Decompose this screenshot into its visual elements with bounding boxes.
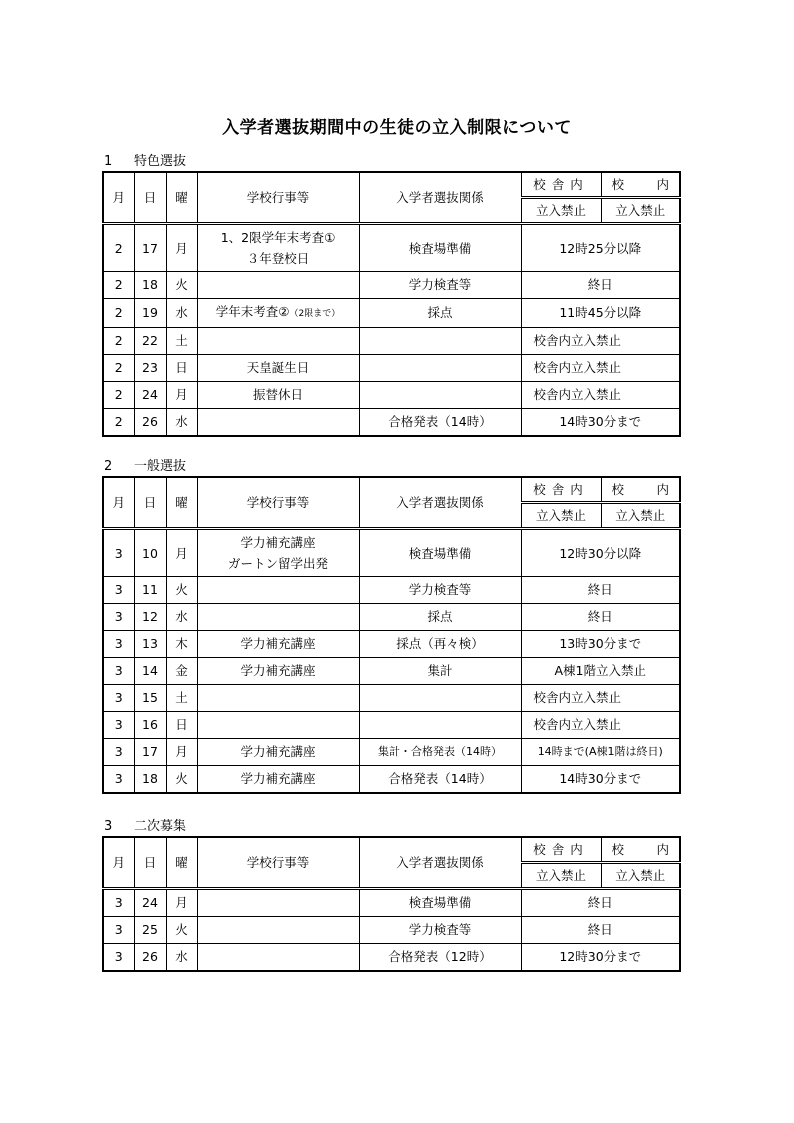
table-header-row [103,477,680,503]
cell-month: 2 [103,224,134,272]
cell-school-events: 学力補充講座 ガートン留学出発 [197,529,359,577]
cell-restriction: 13時30分まで [521,631,680,658]
cell-school-events [197,889,359,917]
section-heading-1 [104,150,186,169]
header-day: 日 [134,172,166,224]
cell-school-events [197,685,359,712]
cell-exam [359,355,521,382]
header-school-events: 学校行事等 [197,172,359,224]
cell-school-events [197,944,359,972]
cell-month: 2 [103,272,134,299]
table-row [103,766,680,794]
cell-restriction: 12時30分以降 [521,529,680,577]
cell-school-events [197,328,359,355]
cell-day: 25 [134,917,166,944]
header-exam: 入学者選抜関係 [359,837,521,889]
cell-month: 2 [103,328,134,355]
table-row [103,658,680,685]
cell-school-events [197,604,359,631]
cell-exam: 集計・合格発表（14時） [359,739,521,766]
header-building-b-top: 校 内 [601,172,680,198]
cell-weekday: 火 [166,766,197,794]
cell-day: 26 [134,409,166,437]
table-row [103,944,680,972]
header-school-events: 学校行事等 [197,837,359,889]
cell-weekday: 土 [166,328,197,355]
cell-restriction: 終日 [521,577,680,604]
cell-exam: 学力検査等 [359,272,521,299]
cell-day: 14 [134,658,166,685]
cell-month: 3 [103,917,134,944]
cell-month: 3 [103,739,134,766]
header-building-a-bottom: 立入禁止 [521,863,601,889]
cell-school-events: 学力補充講座 [197,658,359,685]
cell-weekday: 月 [166,889,197,917]
table-row [103,224,680,272]
cell-day: 18 [134,272,166,299]
cell-month: 3 [103,889,134,917]
table-row [103,685,680,712]
school-event-note: （2限まで） [289,309,341,319]
cell-exam: 学力検査等 [359,917,521,944]
cell-day: 12 [134,604,166,631]
table-row [103,299,680,328]
page-title: 入学者選抜期間中の生徒の立入制限について [222,118,572,138]
header-building-b-bottom: 立入禁止 [601,863,680,889]
table-row [103,889,680,917]
cell-exam: 検査場準備 [359,889,521,917]
cell-day: 15 [134,685,166,712]
cell-weekday: 火 [166,272,197,299]
cell-exam: 合格発表（14時） [359,766,521,794]
table-row [103,382,680,409]
cell-weekday: 水 [166,604,197,631]
section-number: 1 [104,154,113,169]
cell-restriction: 14時30分まで [521,766,680,794]
section-name: 特色選抜 [134,154,187,169]
table-row [103,409,680,437]
cell-restriction: 終日 [521,272,680,299]
cell-exam: 合格発表（14時） [359,409,521,437]
cell-school-events: 学力補充講座 [197,739,359,766]
cell-day: 18 [134,766,166,794]
cell-school-events: 1、2限学年末考査① ３年登校日 [197,224,359,272]
section-name: 二次募集 [134,819,187,834]
cell-school-events: 天皇誕生日 [197,355,359,382]
cell-exam: 学力検査等 [359,577,521,604]
cell-day: 22 [134,328,166,355]
cell-month: 2 [103,299,134,328]
cell-day: 17 [134,739,166,766]
cell-exam [359,382,521,409]
cell-exam: 採点 [359,299,521,328]
table-row [103,529,680,577]
cell-weekday: 月 [166,224,197,272]
cell-exam: 検査場準備 [359,224,521,272]
cell-weekday: 金 [166,658,197,685]
cell-restriction: 終日 [521,889,680,917]
header-day: 日 [134,837,166,889]
cell-weekday: 木 [166,631,197,658]
cell-weekday: 水 [166,299,197,328]
table-row [103,577,680,604]
header-building-a-top: 校舎内 [521,837,601,863]
cell-restriction: 校舎内立入禁止 [521,712,680,739]
header-exam: 入学者選抜関係 [359,172,521,224]
header-month: 月 [103,172,134,224]
header-building-b-bottom: 立入禁止 [601,503,680,529]
header-building-a-top: 校舎内 [521,477,601,503]
cell-weekday: 水 [166,409,197,437]
cell-school-events: 振替休日 [197,382,359,409]
schedule-table-2 [102,476,681,794]
cell-month: 3 [103,577,134,604]
cell-weekday: 月 [166,382,197,409]
cell-restriction: 12時30分まで [521,944,680,972]
header-weekday: 曜 [166,172,197,224]
cell-exam: 採点（再々検） [359,631,521,658]
cell-month: 3 [103,712,134,739]
header-building-a-top: 校舎内 [521,172,601,198]
table-header-row [103,837,680,863]
header-building-a-bottom: 立入禁止 [521,503,601,529]
header-school-events: 学校行事等 [197,477,359,529]
cell-weekday: 日 [166,355,197,382]
cell-restriction: 校舎内立入禁止 [521,685,680,712]
cell-month: 3 [103,685,134,712]
cell-school-events: 学年末考査②（2限まで） [197,299,359,328]
cell-day: 11 [134,577,166,604]
cell-restriction: 11時45分以降 [521,299,680,328]
table-row [103,631,680,658]
cell-day: 16 [134,712,166,739]
header-weekday: 曜 [166,477,197,529]
header-month: 月 [103,837,134,889]
header-building-b-top: 校 内 [601,837,680,863]
cell-weekday: 土 [166,685,197,712]
cell-day: 24 [134,889,166,917]
cell-day: 26 [134,944,166,972]
schedule-table-1 [102,171,681,437]
cell-weekday: 月 [166,529,197,577]
header-day: 日 [134,477,166,529]
cell-month: 3 [103,658,134,685]
cell-school-events: 学力補充講座 [197,631,359,658]
cell-month: 3 [103,766,134,794]
table-row [103,272,680,299]
cell-school-events: 学力補充講座 [197,766,359,794]
cell-restriction: 12時25分以降 [521,224,680,272]
header-exam: 入学者選抜関係 [359,477,521,529]
cell-restriction: 14時まで(A棟1階は終日) [521,739,680,766]
section-number: 3 [104,819,113,834]
table-row [103,604,680,631]
schedule-table-3 [102,836,681,972]
cell-month: 3 [103,604,134,631]
cell-weekday: 日 [166,712,197,739]
cell-school-events [197,712,359,739]
cell-school-events [197,577,359,604]
cell-month: 3 [103,529,134,577]
section-heading-2 [104,455,186,474]
cell-restriction: 終日 [521,604,680,631]
header-weekday: 曜 [166,837,197,889]
section-name: 一般選抜 [134,459,187,474]
cell-day: 24 [134,382,166,409]
cell-month: 3 [103,631,134,658]
cell-exam: 検査場準備 [359,529,521,577]
cell-restriction: 校舎内立入禁止 [521,328,680,355]
table-row [103,739,680,766]
table-row [103,712,680,739]
cell-exam: 合格発表（12時） [359,944,521,972]
cell-restriction: 終日 [521,917,680,944]
cell-weekday: 火 [166,577,197,604]
cell-exam [359,712,521,739]
cell-weekday: 月 [166,739,197,766]
header-building-a-bottom: 立入禁止 [521,198,601,224]
cell-day: 10 [134,529,166,577]
cell-school-events [197,272,359,299]
header-building-b-top: 校 内 [601,477,680,503]
table-row [103,355,680,382]
cell-day: 19 [134,299,166,328]
cell-exam [359,328,521,355]
cell-month: 2 [103,382,134,409]
cell-weekday: 水 [166,944,197,972]
cell-exam: 集計 [359,658,521,685]
cell-month: 2 [103,355,134,382]
table-row [103,917,680,944]
cell-school-events [197,409,359,437]
cell-restriction: 校舎内立入禁止 [521,355,680,382]
cell-restriction: 校舎内立入禁止 [521,382,680,409]
section-number: 2 [104,459,113,474]
cell-exam [359,685,521,712]
section-heading-3 [104,815,186,834]
cell-day: 13 [134,631,166,658]
cell-exam: 採点 [359,604,521,631]
header-building-b-bottom: 立入禁止 [601,198,680,224]
cell-month: 3 [103,944,134,972]
cell-day: 23 [134,355,166,382]
table-row [103,328,680,355]
header-month: 月 [103,477,134,529]
cell-weekday: 火 [166,917,197,944]
table-header-row [103,172,680,198]
cell-school-events [197,917,359,944]
cell-day: 17 [134,224,166,272]
cell-month: 2 [103,409,134,437]
cell-restriction: 14時30分まで [521,409,680,437]
cell-restriction: A棟1階立入禁止 [521,658,680,685]
